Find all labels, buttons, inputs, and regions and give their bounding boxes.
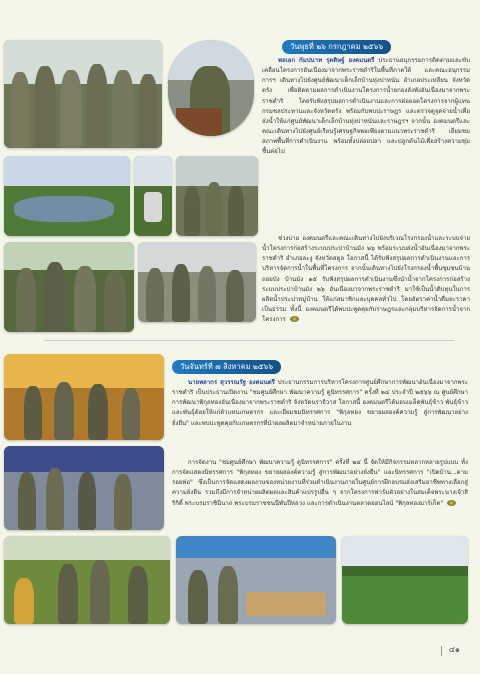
section2-paragraph-2 [172, 458, 468, 528]
photo-rice-field [342, 536, 468, 624]
section1-para2-text: ช่วงบ่าย องคมนตรีและคณะเดินทางไปยังบริเวณโรงกรองน้ำและระบบจ่ายน้ำโครงการก่อสร้างระบบประปาบ้านมัง ๒๖ พร้อมระบบส่งน้ำอันเนื่องมาจากพระราชดำริ อำเภอละงู จังหวัดสตูล โอกาสนี้ ได้รับฟังสรุปผลการดำเนินงานและการบริหารจัดการน้ำในพื้นที่โครงการ จากนั้นเดินทางไปยังโรงกรองน้ำพื้นชุมชนบ้านถอยบัง บ้านมัง ๑๕ รับฟังสรุปผลการดำเนินงานซึ่งนำน้ำจากโครงการก่อสร้างระบบประปาบ้านมัง ๒๖ อันเนื่องมาจากพระราชดำริ มาใช้เป็นน้ำดิบทุนในการผลิตน้ำประปาหมู่บ้าน ให้แก่สมาชิกและบุคคลทั่วไป โดยอัตราค่าน้ำดื่มละราคาเป็นธรรม ทั้งนี้ องคมนตรีได้พบปะพูดคุยกับราษฎรและกลุ่มบริหารจัดการน้ำจากโครงการ [262, 235, 470, 324]
page-number: ๔๑ [448, 645, 460, 654]
section2-paragraph-1 [172, 378, 468, 456]
section1-para1-text: ประธานอนุกรรมการติดตามและขับเคลื่อนโครงการอันเนื่องมาจากพระราชดำริในพื้นที่ภาคใต้ และคณะอนุกรรมการฯ เดินทางไปยังศูนย์พัฒนาเด็กเล็กบ้านทุ่งปาหนัน อำเภอประเหลียน จังหวัดตรัง เพื่อติดตามผลการดำเนินงานโครงการน้ำยกองลังพังอันเนื่องมาจากพระราชดำริ โดยรับฟังสรุปผลการดำเนินงานและการต่อยอดโครงการจากผู้แทนกรมชลประทานและจังหวัดตรัง พร้อมกับพบปะราษฎร และตรวจดูจุดจ่ายน้ำเพื่อส่งน้ำให้แก่ศูนย์พัฒนาเด็กเล็กบ้านทุ่งปาหนันและราษฎรฯ จากนั้น องคมนตรีและคณะเดินทางไปยังศูนย์เรียนรู้เศรษฐกิจพอเพียงตามแนวพระราชดำริ เยี่ยมชมสภาพพื้นที่การดำเนินงาน พร้อมทั้งปล่อยปลา และปลูกต้นไม้เพื่อสร้างความชุ่มชื้นต่อไป [262, 57, 470, 156]
leaf-emblem-icon [290, 316, 299, 322]
section1-paragraph-1 [262, 56, 470, 232]
section-divider [44, 340, 454, 341]
section2-para2-text: การจัดงาน "ชมศูนย์ศึกษา พัฒนาความรู้ ดูนิทรรศการ" ครั้งที่ ๒๔ นี้ จัดให้มีกิจกรรมหลากหลายรูปแบบ ทั้งการจัดแสดงนิทรรศการ "พิกุลทอง ขยายผลองค์ความรู้ สู่การพัฒนาอย่างยั่งยืน" และนิทรรศการ "เปิดบ้าน...ตามรอยพ่อ" ซึ่งเป็นการจัดแสดงผลงานของหน่วยงานที่ร่วมดำเนินงานภายในศูนย์การฝึกอบรมส่งเสริมอาชีพทางเลือกสู่ความยั่งยืน รวมถึงมีการจำหน่ายผลิตผลและสินค้าแปรรูปอื่น ๆ จากโครงการฟาร์มตัวอย่างในสมเด็จพระนางเจ้าสิริกิติ์ พระบรมราชินีนาถ พระบรมราชชนนีพันปีหลวง และการดำเนินงานตลาดออนไลน์ "พิกุลทองมาร์เก็ต" [172, 459, 468, 507]
photo-reservoir [4, 156, 130, 236]
page-number-bar [441, 646, 443, 656]
section1-lead-name: พลเอก กัมปนาท รุดดิษฐ์ องคมนตรี [278, 57, 375, 64]
photo-officials-group [4, 40, 162, 148]
photo-site-visit [176, 156, 258, 236]
photo-product-booth [176, 536, 336, 624]
photo-ceremony-stage [4, 354, 164, 440]
photo-water-plant-visit [138, 242, 256, 322]
photo-speaker-podium [168, 40, 254, 136]
section2-lead-name: นายพลากร สุวรรณรัฐ องคมนตรี [188, 379, 275, 386]
leaf-emblem-icon [447, 500, 456, 506]
photo-farmers-stall [4, 536, 170, 624]
section2-date-heading: วันจันทร์ที่ ๗ สิงหาคม ๒๕๖๖ [172, 360, 281, 374]
section2-para1-text: ประธานกรรมการบริหารโครงการศูนย์ศึกษาการพัฒนาอันเนื่องมาจากพระราชดำริ เป็นประธานเปิดงาน "ชมศูนย์ศึกษา พัฒนาความรู้ ดูนิทรรศการ" ครั้งที่ ๒๔ ประจำปี ๒๕๖๖ ณ ศูนย์ศึกษาการพัฒนาพิกุลทองอันเนื่องมาจากพระราชดำริ จังหวัดนราธิวาส โอกาสนี้ องคมนตรีได้มอบเมล็ดพันธุ์ข้าว พันธุ์ข้าวและพันธุ์ต้อยให้แก่ตัวแทนเกษตรกร และเยี่ยมชมนิทรรศการ "พิกุลทอง ขยายผลองค์ความรู้ สู่การพัฒนาอย่างยั่งยืน" และพบปะพูดคุยกับเกษตรกรที่นำผลผลิตมาจำหน่ายภายในงาน [172, 379, 468, 427]
section1-paragraph-2 [262, 234, 470, 328]
photo-exhibition-visit [4, 446, 164, 530]
photo-water-tank [134, 156, 172, 236]
photo-planting-tree [4, 242, 134, 332]
section1-date-heading: วันพุธที่ ๒๖ กรกฎาคม ๒๕๖๖ [282, 40, 391, 54]
